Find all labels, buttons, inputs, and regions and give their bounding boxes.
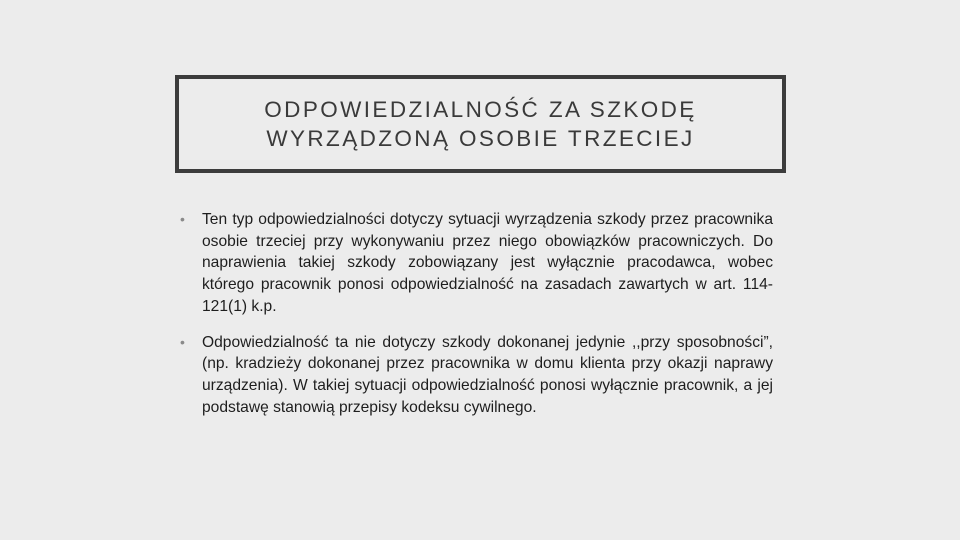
title-line-1: ODPOWIEDZIALNOŚĆ ZA SZKODĘ — [264, 97, 697, 122]
bullet-text: Odpowiedzialność ta nie dotyczy szkody dokonanej jedynie ,,przy sposobności”, (np. kradzieży dokonanej przez pracownika w domu klienta przy okazji naprawy urządzenia). W takiej sytuacji odpowiedzialność ponosi wyłącznie pracownik, a jej podstawę stanowią przepisy kodeksu cywilnego. — [202, 333, 773, 416]
bullet-marker: • — [180, 211, 185, 227]
bullet-marker: • — [180, 333, 185, 350]
title-line-2: WYRZĄDZONĄ OSOBIE TRZECIEJ — [266, 126, 695, 151]
title-box — [175, 75, 786, 173]
bullet-item — [180, 209, 773, 318]
bullet-item — [180, 332, 773, 419]
bullet-list — [180, 209, 773, 418]
bullet-text: Ten typ odpowiedzialności dotyczy sytuacji wyrządzenia szkody przez pracownika osobie trzeciej przy wykonywaniu przez niego obowiązków pracowniczych. Do naprawienia takiej szkody zobowiązany jest wyłącznie pracodawca, wobec którego pracownik ponosi odpowiedzialność na zasadach zawartych w art. 114-121(1) k.p. — [202, 211, 773, 315]
